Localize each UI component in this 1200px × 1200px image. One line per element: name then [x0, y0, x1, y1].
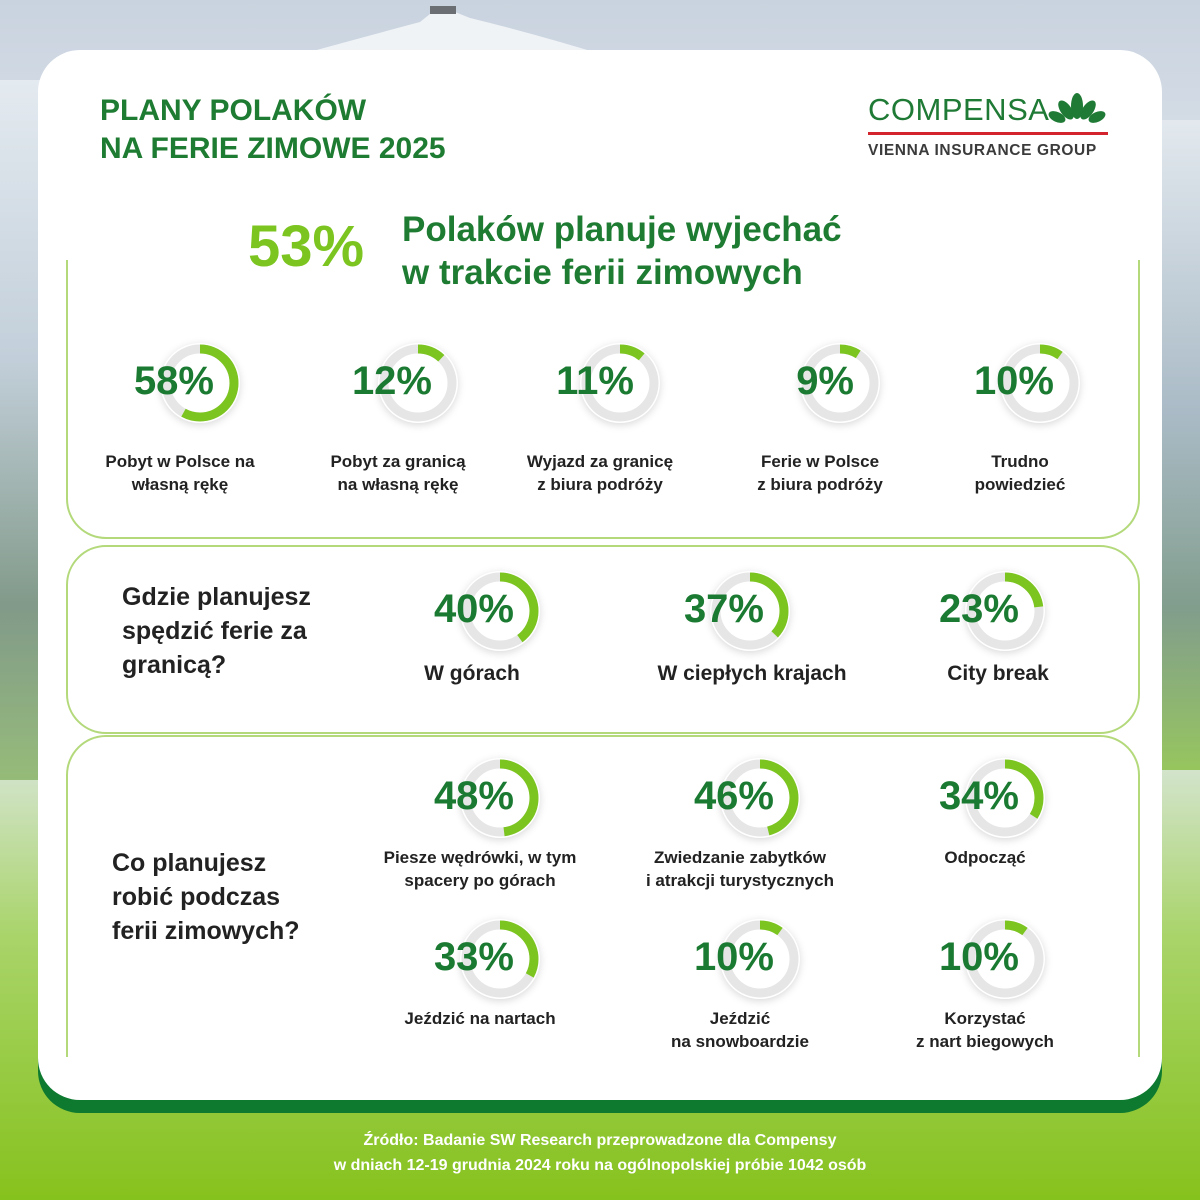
- logo-red-line: [868, 132, 1108, 135]
- headline-percent: 53%: [248, 214, 365, 279]
- item-label: Jeździć na snowboardzie: [671, 1009, 809, 1051]
- item-label: City break: [947, 662, 1049, 685]
- percent-value: 10%: [938, 935, 1019, 979]
- percent-value: 34%: [938, 774, 1019, 818]
- leaf-fan-icon: [1048, 92, 1106, 126]
- percent-value: 48%: [433, 774, 514, 818]
- percent-value: 9%: [796, 359, 854, 403]
- item-label: W ciepłych krajach: [657, 662, 847, 685]
- logo-subtitle: VIENNA INSURANCE GROUP: [868, 142, 1097, 159]
- percent-value: 40%: [433, 587, 514, 631]
- page-title: PLANY POLAKÓW NA FERIE ZIMOWE 2025: [100, 94, 446, 165]
- percent-value: 37%: [683, 587, 764, 631]
- item-label: Odpocząć: [944, 848, 1026, 867]
- item-label: W górach: [424, 662, 520, 685]
- item-label: Wyjazd za granicę z biura podróży: [526, 452, 674, 494]
- percent-value: 23%: [938, 587, 1019, 631]
- percent-value: 33%: [433, 935, 514, 979]
- item-label: Trudno powiedzieć: [974, 452, 1066, 494]
- logo-name: COMPENSA: [868, 92, 1050, 127]
- item-label: Zwiedzanie zabytków i atrakcji turystycznych: [645, 848, 835, 890]
- question-activities: Co planujesz robić podczas ferii zimowych?: [112, 849, 300, 945]
- item-label: Pobyt w Polsce na własną rękę: [105, 452, 255, 494]
- item-label: Korzystać z nart biegowych: [916, 1009, 1054, 1051]
- percent-value: 46%: [693, 774, 774, 818]
- percent-value: 10%: [693, 935, 774, 979]
- item-label: Ferie w Polsce z biura podróży: [757, 452, 883, 494]
- item-label: Piesze wędrówki, w tym spacery po górach: [383, 848, 577, 890]
- item-label: Jeździć na nartach: [404, 1009, 556, 1028]
- percent-value: 58%: [133, 359, 214, 403]
- percent-value: 12%: [351, 359, 432, 403]
- item-label: Pobyt za granicą na własną rękę: [330, 452, 466, 494]
- source-footnote: Źródło: Badanie SW Research przeprowadzone dla Compensy w dniach 12-19 grudnia 2024 roku na ogólnopolskiej próbie 1042 osób: [333, 1132, 867, 1174]
- headline-text: Polaków planuje wyjechać w trakcie ferii zimowych: [402, 210, 842, 292]
- question-abroad: Gdzie planujesz spędzić ferie za granicą?: [122, 583, 311, 679]
- percent-value: 11%: [556, 359, 634, 403]
- percent-value: 10%: [973, 359, 1054, 403]
- compensa-logo: [868, 92, 1108, 162]
